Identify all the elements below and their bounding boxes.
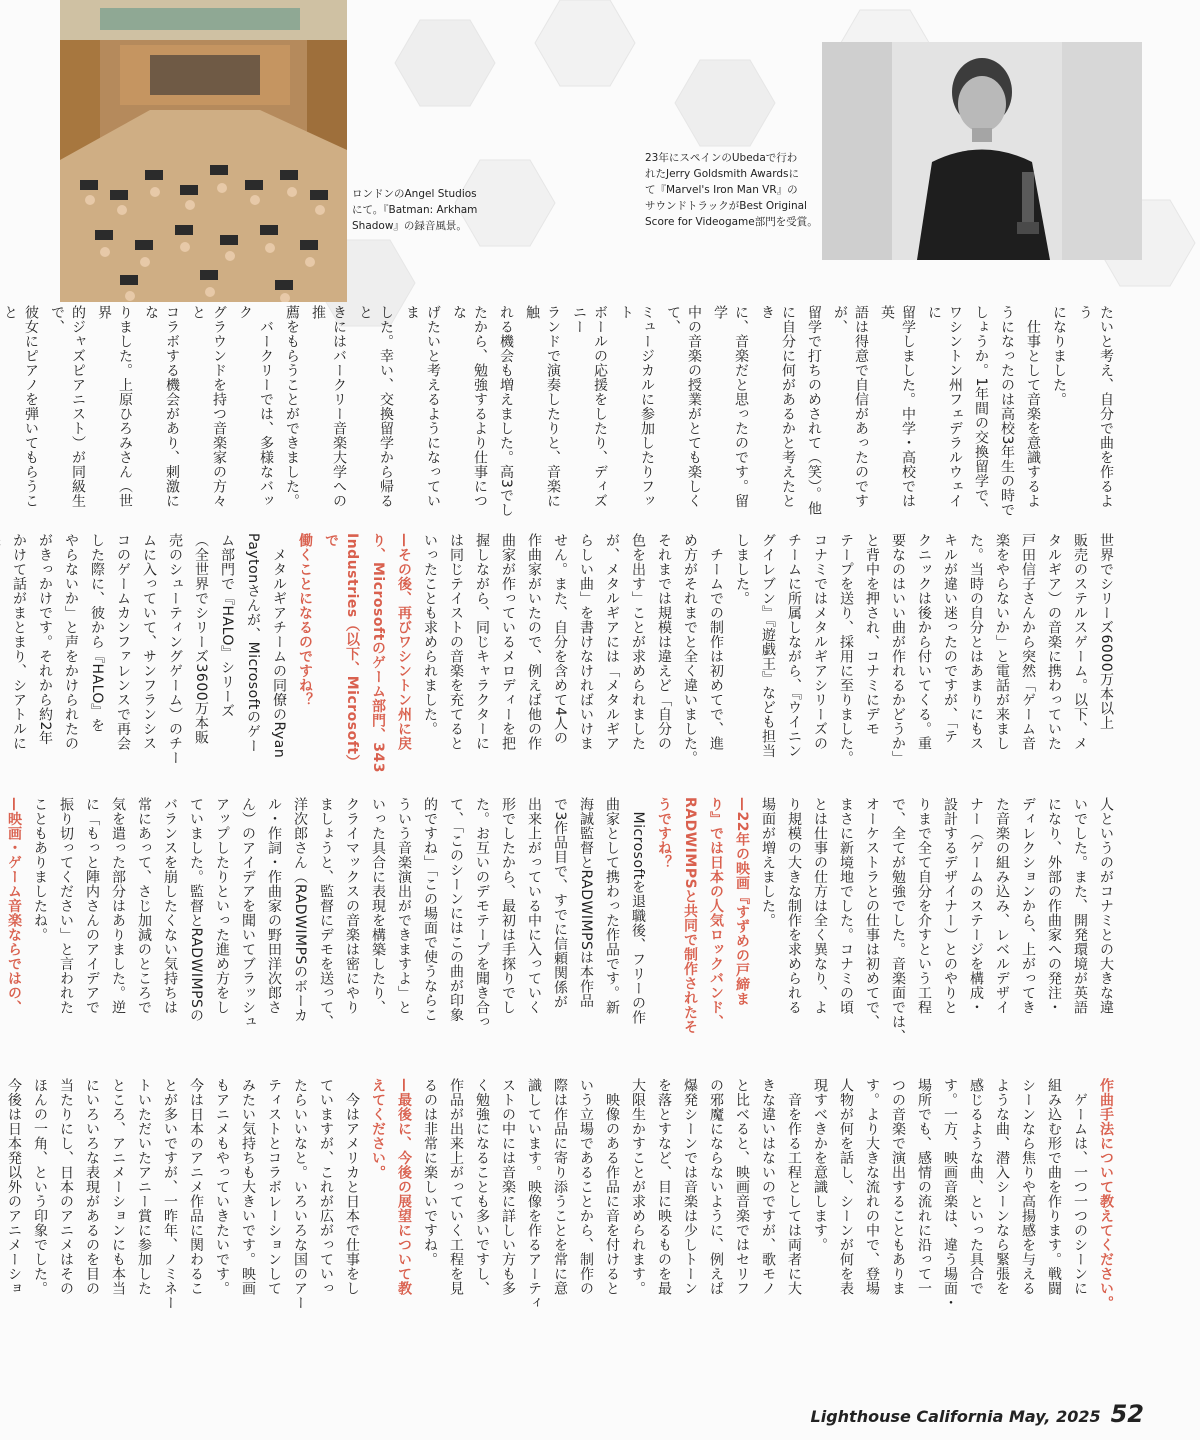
caption-line: にて。『Batman: Arkham	[352, 204, 478, 216]
body-text-line: 的ですね」「この場面で使うならこ	[422, 797, 438, 1022]
body-text-line: 売のシューティングゲーム）のチー	[167, 533, 183, 765]
caption-line: 23年にスペインのUbedaで行わ	[645, 152, 798, 164]
question-heading-line: RADWIMPSと共同で制作されたそ	[682, 797, 698, 1035]
body-text-line: れる機会も増えました。高3でし	[498, 305, 514, 518]
question-heading-line: 働くことになるのですね？	[297, 533, 313, 707]
body-text-line: ましょうと、監督にデモを送って、	[318, 797, 334, 1029]
question-heading-line: —映画・ゲーム音楽ならではの、	[6, 797, 22, 1015]
body-text-line: たから、勉強するより仕事につな	[451, 305, 488, 508]
body-text-line: ような曲、潜入シーンなら緊張を	[994, 1078, 1010, 1296]
body-text-line: ていました。監督とRADWIMPSの	[188, 797, 204, 1023]
body-text-line: ムに入っていて、サンフランシス	[141, 533, 157, 751]
body-text-line: め方がそれまでと全く違いました。	[682, 533, 698, 765]
body-text-line	[0, 533, 3, 783]
body-text-line: は同じテイストの音楽を充てると	[448, 533, 464, 751]
body-text-line: ム部門で『HALO』シリーズ	[219, 533, 235, 719]
body-text-line: キルが違い迷ったのですが、「テ	[942, 533, 958, 744]
body-text-line: ん）のアイデアを聞いてブラッシュ	[240, 797, 256, 1029]
body-text-line: ティストとコラボレーションして	[266, 1078, 282, 1296]
body-text-line: 爆発シーンでは音楽は少しトーン	[682, 1078, 698, 1296]
body-text-line: と背中を押され、コナミにデモ	[864, 533, 880, 736]
body-text-line: やらないか」と声をかけられたの	[63, 533, 79, 751]
studio-photo-caption	[352, 186, 492, 234]
body-text-line: ル・作詞・作曲家の野田洋次郎さ	[266, 797, 282, 1015]
question-heading-line: —最後に、今後の展望について教	[396, 1078, 412, 1296]
body-text-line: がきっかけです。それから約2年	[37, 533, 53, 746]
body-text-line: しょうか。1年間の交換留学で、	[973, 305, 989, 518]
body-text-line: いったことも求められました。	[422, 533, 438, 736]
body-text-line: が、メタルギアには「メタルギア	[604, 533, 620, 751]
body-text-line: 曲家として携わった作品です。新	[604, 797, 620, 1015]
body-text-line: 形でしたから、最初は手探りでし	[500, 797, 516, 1015]
body-text-line: で、全てが勉強でした。音楽面では、	[890, 797, 906, 1044]
body-text-line: 現すべきかを意識します。	[812, 1078, 828, 1252]
body-text-line: 世界でシリーズ6000万本以上	[1098, 533, 1114, 731]
body-text-line: それまでは規模は違えど「自分の	[656, 533, 672, 751]
body-text-line: ミュージカルに参加したりフット	[618, 305, 655, 508]
body-text-line: るのは非常に楽しいですね。	[422, 1078, 438, 1267]
body-text-line: 常にあって、さじ加減のところで	[136, 797, 152, 1015]
body-text-line: 当たりにし、日本のアニメはその	[58, 1078, 74, 1296]
body-text-line: 人というのがコナミとの大きな違	[1098, 797, 1114, 1015]
body-text-line: クライマックスの音楽は密にやり	[344, 797, 360, 1015]
body-text-line: しました。	[734, 533, 750, 606]
body-text-line: 色を出す」ことが求められました	[630, 533, 646, 751]
body-text-line: と比べると、映画音楽ではセリフ	[734, 1078, 750, 1296]
body-text-line: 大限生かすことが求められます。	[630, 1078, 646, 1296]
body-text-line: トいただいたアニー賞に参加した	[136, 1078, 152, 1296]
body-text-line: 感じるような曲、といった具合で	[968, 1078, 984, 1296]
body-text-line: 今はアメリカと日本で仕事をし	[344, 1078, 360, 1296]
body-text-line: た音楽の組み込み、レベルデザイ	[994, 797, 1010, 1015]
question-heading-line: り、Microsoftのゲーム部門、343	[370, 533, 386, 774]
question-heading-line: —その後、再びワシントン州に戻	[396, 533, 412, 751]
body-text-line: ディレクションから、上がってき	[1020, 797, 1036, 1015]
body-text-line: 薦をもらうことができました。	[284, 305, 300, 508]
body-text-line: いう立場であることから、制作の	[578, 1078, 594, 1296]
body-text-line: 的ジャズピアニスト）が同級生で、	[49, 305, 86, 508]
body-text-line: ところ、アニメーションにも本当	[110, 1078, 126, 1296]
studio-recording-photo	[60, 0, 347, 302]
question-heading-line: り』では日本の人気ロックバンド、	[708, 797, 724, 1029]
body-text-line: 人物が何を話し、シーンが何を表	[838, 1078, 854, 1296]
body-text-line: 作曲家がいたので、例えば他の作	[526, 533, 542, 751]
page-number: 52	[1110, 1400, 1144, 1428]
caption-line: れたJerry Goldsmith Awardsに	[645, 168, 799, 180]
body-text-line: らしい曲」を書けなければいけま	[578, 533, 594, 751]
magazine-issue-label: Lighthouse California May, 2025	[810, 1407, 1101, 1426]
caption-line: サウンドトラックがBest Original	[645, 200, 807, 212]
body-text-line: チームに所属しながら、『ウイニン	[786, 533, 802, 758]
body-text-line: 場所でも、感情の流れに沿って一	[916, 1078, 932, 1296]
body-text-line: 留学しました。中学・高校では英	[879, 305, 916, 508]
article-band-3	[6, 797, 1116, 1065]
body-text-line: 要なのはいい曲が作れるかどうか」	[890, 533, 906, 765]
body-text-line: ゲームは、一つ一つのシーンに	[1072, 1078, 1088, 1296]
body-text-line: きにはバークリー音楽大学への推	[310, 305, 347, 508]
award-photo-caption	[645, 150, 820, 230]
body-text-line: で3作品目で、すでに信頼関係が	[552, 797, 568, 1010]
question-heading-line: Industries（以下、Microsoft）で	[323, 533, 360, 770]
body-text-line: きな違いはないのですが、歌モノ	[760, 1078, 776, 1296]
body-text-line: 組み込む形で曲を作ります。戦闘	[1046, 1078, 1062, 1296]
caption-line: ロンドンのAngel Studios	[352, 188, 477, 200]
body-text-line: になり、外部の作曲家への発注・	[1046, 797, 1062, 1015]
body-text-line: ほんの一角、という印象でした。	[32, 1078, 48, 1296]
body-text-line: す。より大きな流れの中で、登場	[864, 1078, 880, 1296]
body-text-line: （全世界でシリーズ3600万本販	[193, 533, 209, 745]
article-band-2	[11, 533, 1116, 783]
body-text-line: 際は作品に寄り添うことを常に意	[552, 1078, 568, 1296]
page-footer	[811, 1400, 1144, 1428]
body-text-line: 海誠監督とRADWIMPSは本作品	[578, 797, 594, 1009]
article-band-1	[2, 305, 1116, 520]
body-text-line: コのゲームカンファレンスで再会	[115, 533, 131, 751]
caption-line: Score for Videogame部門を受賞。	[645, 216, 818, 228]
caption-line: Shadow』の録音風景。	[352, 220, 467, 232]
body-text-line: タルギア）の音楽に携わっていた	[1046, 533, 1062, 751]
body-text-line: 握しながら、同じキャラクターに	[474, 533, 490, 751]
body-text-line: 今後は日本発以外のアニメーショ	[6, 1078, 22, 1296]
body-text-line: いでした。また、開発環境が英語	[1072, 797, 1088, 1015]
body-text-line: とが多いですが、一昨年、ノミネー	[162, 1078, 178, 1310]
body-text-line: に「もっと陣内さんのアイデアで	[84, 797, 100, 1015]
body-text-line: コラボする機会があり、刺激にな	[143, 305, 180, 508]
body-text-line: Microsoftを退職後、フリーの作	[630, 797, 646, 1025]
body-text-line: みたい気持ちも大きいです。映画	[240, 1078, 256, 1296]
body-text-line: にいろいろな表現があるのを目の	[84, 1078, 100, 1296]
body-text-line: になりました。	[1051, 305, 1067, 407]
body-text-line: バランスを崩したくない気持ちは	[162, 797, 178, 1015]
body-text-line: クニックは後から付いてくる。重	[916, 533, 932, 751]
body-text-line: とは仕事の仕方は全く異なり、よ	[812, 797, 828, 1015]
body-text-line: 識しています。映像を作るアーティ	[526, 1078, 542, 1310]
question-heading-line: 作曲手法について教えてください。	[1098, 1078, 1114, 1310]
body-text-line: 中の音楽の授業がとても楽しくて、	[665, 305, 702, 508]
body-text-line: Paytonさんが、Microsoftのゲー	[245, 533, 261, 754]
body-text-line: た。お互いのデモテープを聞き合っ	[474, 797, 490, 1029]
body-text-line: の邪魔にならないように、例えば	[708, 1078, 724, 1296]
body-text-line: コナミではメタルギアシリーズの	[812, 533, 828, 751]
body-text-line: て、「このシーンにはこの曲が印象	[448, 797, 464, 1022]
body-text-line: 今は日本のアニメ作品に関わるこ	[188, 1078, 204, 1296]
body-text-line: 音を作る工程としては両者に大	[786, 1078, 802, 1296]
body-text-line: バークリーでは、多様なバック	[237, 305, 274, 508]
caption-line: て『Marvel's Iron Man VR』の	[645, 184, 798, 196]
body-text-line: たらいいなと。いろいろな国のアー	[292, 1078, 308, 1310]
body-text-line: ういう音楽演出ができますよ」と	[396, 797, 412, 1015]
body-text-line: チームでの制作は初めてで、進	[708, 533, 724, 751]
body-text-line: ナー（ゲームのステージを構成・	[968, 797, 984, 1015]
body-text-line: まさに新境地でした。コナミの頃	[838, 797, 854, 1015]
body-text-line: した。幸い、交換留学から帰ると	[357, 305, 394, 508]
body-text-line: に自分に何があるかと考えたとき	[759, 305, 796, 508]
body-text-line: 戸田信子さんから突然「ゲーム音	[1020, 533, 1036, 751]
body-text-line: オーケストラとの仕事は初めてで、	[864, 797, 880, 1029]
body-text-line: く勉強になることも多いですし、	[474, 1078, 490, 1296]
body-text-line: した際に、彼から『HALO』を	[89, 533, 105, 733]
body-text-line: 洋次郎さん（RADWIMPSのボーカ	[292, 797, 308, 1023]
body-text-line: 楽をやらないか」と電話が来まし	[994, 533, 1010, 751]
question-heading-line: —22年の映画『すずめの戸締ま	[734, 797, 750, 1006]
body-text-line: シーンなら焦りや高揚感を与える	[1020, 1078, 1036, 1296]
body-text-line: りまで全て自分を介すという工程	[916, 797, 932, 1015]
body-text-line: 販売のステルスゲーム。以下、メ	[1072, 533, 1088, 751]
body-text-line: を落とすなど、目に映るものを最	[656, 1078, 672, 1296]
article-band-4	[6, 1078, 1116, 1338]
body-text-line: もアニメもやっていきたいです。	[214, 1078, 230, 1296]
body-text-line: 出来上がっている中に入っていく	[526, 797, 542, 1015]
body-text-line: 留学で打ちのめされて（笑）。他	[806, 305, 822, 516]
body-text-line: メタルギアチームの同僚のRyan	[271, 533, 287, 759]
award-portrait-photo	[822, 42, 1142, 260]
body-text-line: 振り切ってください」と言われた	[58, 797, 74, 1015]
body-text-line: うになったのは高校3年生の時で	[999, 305, 1015, 518]
body-text-line: ストの中には音楽に詳しい方も多	[500, 1078, 516, 1296]
body-text-line: せん。また、自分を含めて4人の	[552, 533, 568, 746]
body-text-line: す。一方、映画音楽は、違う場面・	[942, 1078, 958, 1310]
body-text-line: グラウンドを持つ音楽家の方々と	[190, 305, 227, 508]
body-text-line: た。当時の自分とはあまりにもス	[968, 533, 984, 751]
body-text-line: に、音楽だと思ったのです。留学	[712, 305, 749, 508]
body-text-line: 設計するデザイナー）とのやりと	[942, 797, 958, 1015]
body-text-line: り規模の大きな制作を求められる	[786, 797, 802, 1015]
body-text-line: 語は得意で自信があったのですが、	[832, 305, 869, 508]
body-text-line: かけて話がまとまり、シアトルに	[11, 533, 27, 751]
body-text-line: 彼女にピアノを弾いてもらうこと	[2, 305, 39, 508]
body-text-line: こともありましたね。	[32, 797, 48, 942]
body-text-line: アップしたりといった進め方をし	[214, 797, 230, 1015]
body-text-line: グイレブン』『遊戯王』なども担当	[760, 533, 776, 758]
question-heading-line: えてください。	[370, 1078, 386, 1180]
body-text-line: 曲家が作っているメロディーを把	[500, 533, 516, 751]
body-text-line: 作品が出来上がっていく工程を見	[448, 1078, 464, 1296]
body-text-line: テープを送り、採用に至りました。	[838, 533, 854, 765]
body-text-line: たいと考え、自分で曲を作るよう	[1077, 305, 1114, 508]
body-text-line: 場面が増えました。	[760, 797, 776, 928]
body-text-line: 仕事として音楽を意識するよ	[1025, 305, 1041, 508]
body-text-line: つの音楽で演出することもありま	[890, 1078, 906, 1296]
question-heading-line: うですね？	[656, 797, 672, 870]
body-text-line: げたいと考えるようになっていま	[404, 305, 441, 508]
body-text-line: ワシントン州フェデラルウェイに	[926, 305, 963, 508]
body-text-line: ボールの応援をしたり、ディズニー	[571, 305, 608, 508]
body-text-line: いった具合に表現を構築したり、	[370, 797, 386, 1015]
body-text-line: ランドで演奏したりと、音楽に触	[524, 305, 561, 508]
body-text-line: ていますが、これが広がっていっ	[318, 1078, 334, 1296]
body-text-line: 気を遣った部分はありました。逆	[110, 797, 126, 1015]
body-text-line: りました。上原ひろみさん（世界	[96, 305, 133, 508]
body-text-line: 映像のある作品に音を付けると	[604, 1078, 620, 1296]
